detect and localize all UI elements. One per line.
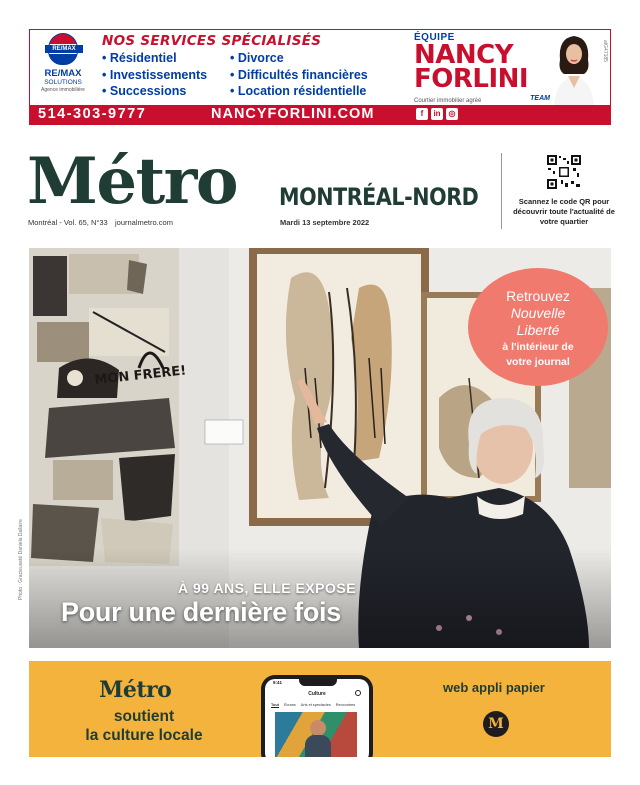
service-item: • Successions xyxy=(102,83,230,100)
phone-screen-title: Culture xyxy=(308,691,326,697)
ad-code: aIG47185 xyxy=(602,40,608,62)
balloon-icon xyxy=(48,33,78,65)
left-painting xyxy=(29,248,187,566)
social-icons xyxy=(416,108,458,120)
masthead-title: Métro xyxy=(27,144,238,219)
phone-tab: Tout xyxy=(271,703,279,707)
phone-number[interactable]: 514-303-9777 xyxy=(38,106,147,122)
qr-caption: Scannez le code QR pour découvrir toute l'actualité de votre quartier xyxy=(513,197,615,226)
contact-bar xyxy=(30,105,610,124)
team-label: ÉQUIPE xyxy=(414,32,455,43)
team-last-name: FORLINI xyxy=(414,64,529,94)
issue-date: Mardi 13 septembre 2022 xyxy=(280,218,370,227)
promo-circle[interactable] xyxy=(468,268,608,386)
phone-mockup xyxy=(261,675,373,757)
story-kicker: À 99 ANS, ELLE EXPOSE xyxy=(178,580,357,596)
remax-logo xyxy=(34,33,92,103)
phone-tabs xyxy=(271,703,355,708)
brand-name: RE/MAX xyxy=(44,68,82,79)
team-first-name: NANCY xyxy=(414,40,514,70)
services-box xyxy=(96,33,404,103)
team-subtitle: Courtier immobilier agréé xyxy=(414,98,482,104)
masthead-divider xyxy=(501,153,502,229)
photo-credit: Photo : Gracieuseté Daniela Dallaire xyxy=(18,519,24,600)
service-item: • Investissements xyxy=(102,67,230,84)
promo-line: à l'intérieur de xyxy=(502,341,574,353)
painting-text: MON FRERE! xyxy=(93,363,187,388)
website-link[interactable]: NANCYFORLINI.COM xyxy=(211,106,375,122)
promo-line: Liberté xyxy=(516,322,560,338)
phone-article-image xyxy=(275,712,357,757)
brand-sub2: Agence immobilière xyxy=(41,87,85,93)
top-advertisement[interactable] xyxy=(29,29,611,125)
metro-logo-icon: M xyxy=(483,711,509,737)
brand-sub: SOLUTIONS xyxy=(44,79,82,86)
promo-line: Retrouvez xyxy=(506,288,570,304)
phone-screen xyxy=(265,679,369,757)
agent-portrait xyxy=(550,30,598,106)
linkedin-icon[interactable]: in xyxy=(431,108,443,120)
service-item: • Location résidentielle xyxy=(230,83,400,100)
masthead-website[interactable]: journalmetro.com xyxy=(115,218,173,227)
phone-tab: Rencontres xyxy=(335,703,356,707)
qr-code-icon[interactable] xyxy=(547,155,581,189)
banner-text-line: soutient xyxy=(113,708,175,725)
phone-tab: Arts et spectacles xyxy=(300,703,331,707)
promo-line: Nouvelle xyxy=(510,305,566,321)
artwork-label xyxy=(205,420,243,444)
edition-name: MONTRÉAL-NORD xyxy=(279,183,479,211)
phone-notch xyxy=(299,679,337,686)
person-body xyxy=(305,735,331,757)
service-item: • Résidentiel xyxy=(102,50,230,67)
team-block xyxy=(414,32,554,104)
banner-text xyxy=(59,707,229,745)
phone-tab: Écrans xyxy=(283,703,296,707)
balloon-label: RE/MAX xyxy=(45,45,83,53)
center-painting xyxy=(249,248,429,526)
story-headline[interactable]: Pour une dernière fois xyxy=(61,597,341,627)
banner-brand: Métro xyxy=(99,677,172,703)
service-item: • Difficultés financières xyxy=(230,67,400,84)
issue-number: Montréal - Vol. 65, N°33 xyxy=(28,218,108,227)
services-title: NOS SERVICES SPÉCIALISÉS xyxy=(102,33,322,49)
team-word: TEAM xyxy=(530,95,550,102)
banner-text-line: la culture locale xyxy=(85,727,203,744)
service-item: • Divorce xyxy=(230,50,400,67)
phone-time: 9:41 xyxy=(273,680,283,685)
services-list xyxy=(102,50,404,100)
promo-line: votre journal xyxy=(506,356,570,368)
bottom-banner[interactable] xyxy=(29,661,611,757)
facebook-icon[interactable]: f xyxy=(416,108,428,120)
search-icon xyxy=(355,690,361,696)
banner-platforms: web appli papier xyxy=(443,680,545,695)
person-head xyxy=(310,720,326,736)
instagram-icon[interactable]: ◎ xyxy=(446,108,458,120)
